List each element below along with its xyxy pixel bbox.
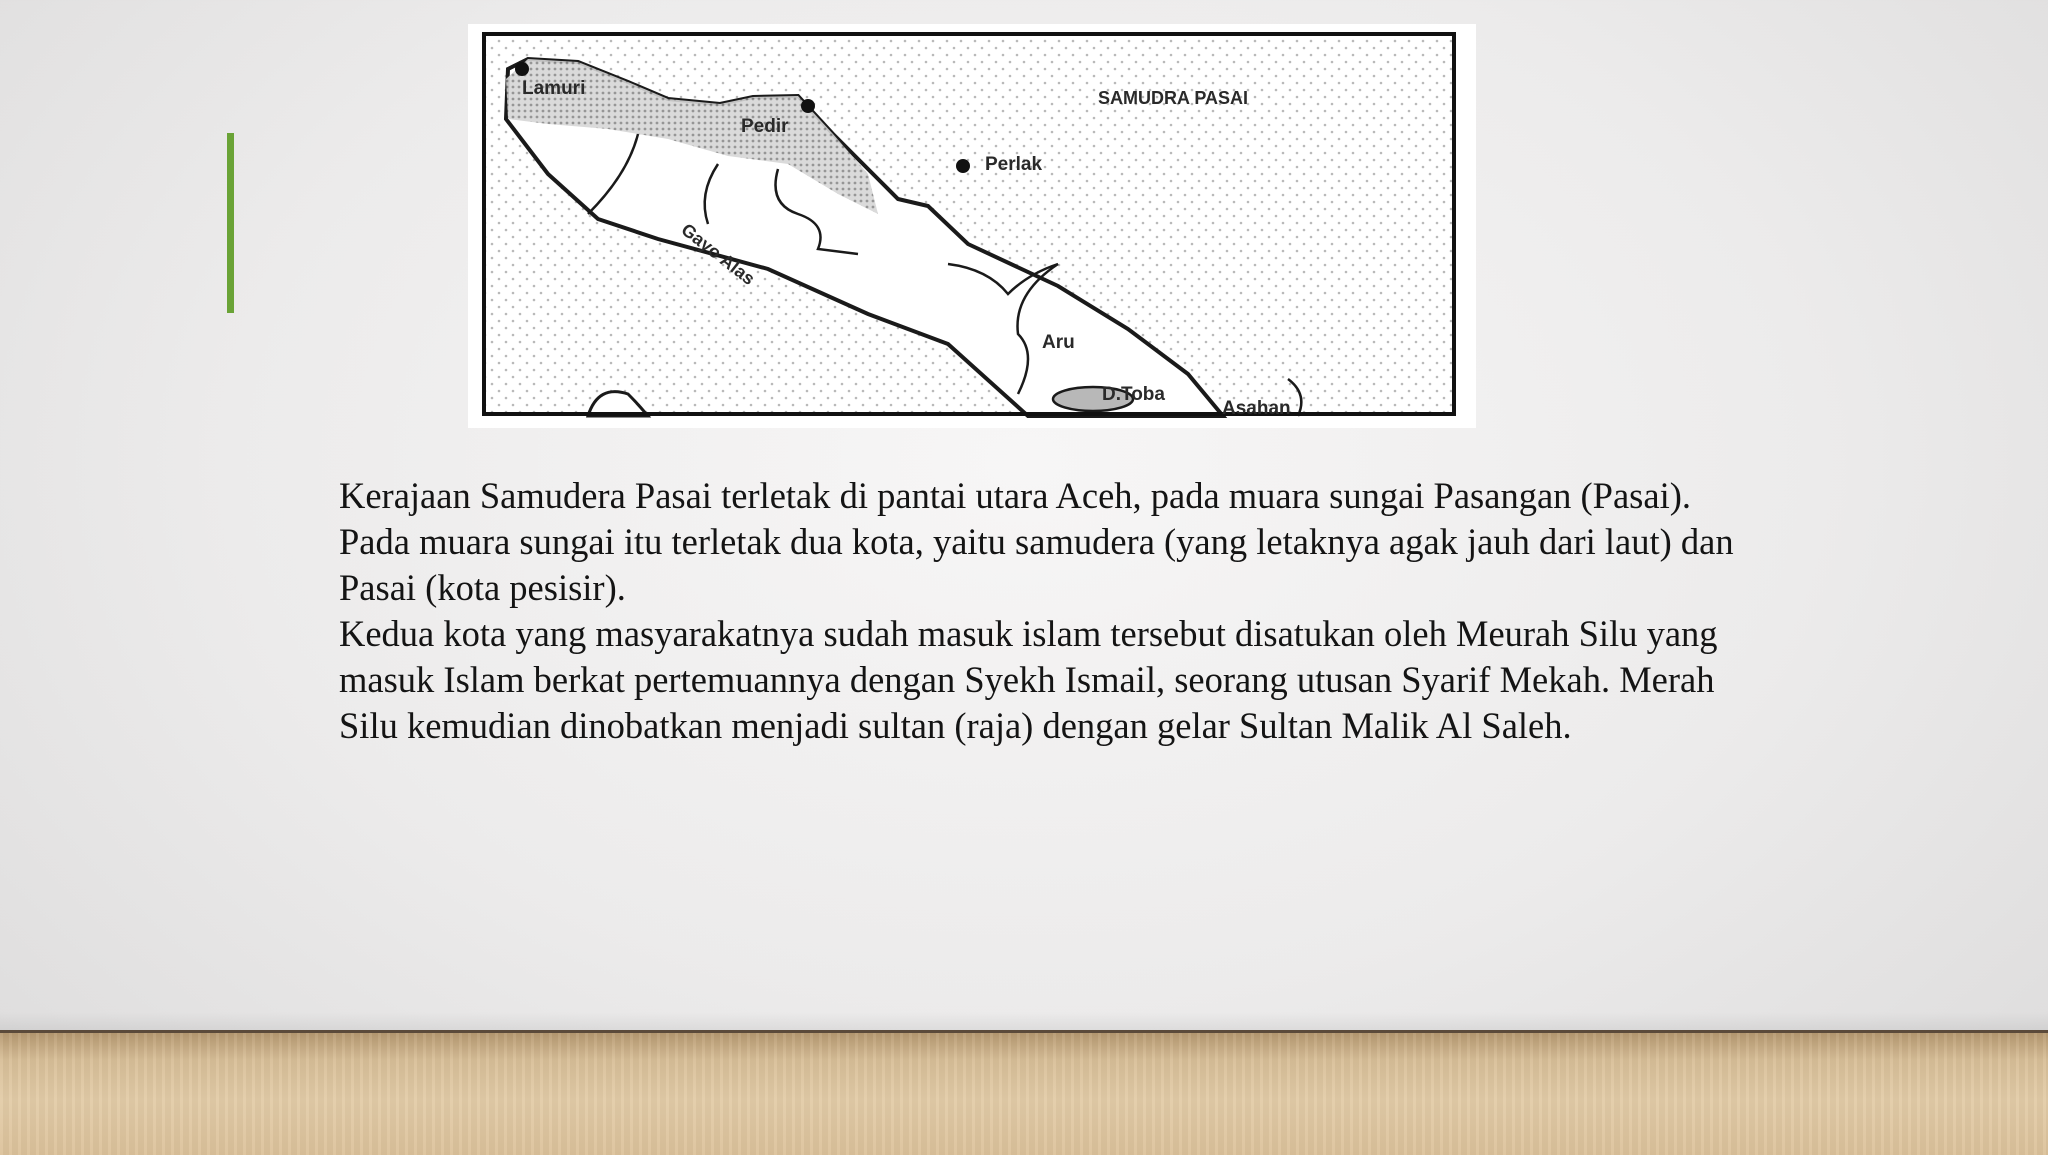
city-dot-perlak <box>956 159 970 173</box>
label-asahan: Asahan <box>1222 398 1291 419</box>
label-samudra-pasai: SAMUDRA PASAI <box>1098 88 1249 108</box>
map-graphic <box>468 24 1476 428</box>
accent-bar <box>227 133 234 313</box>
historical-map <box>468 24 1476 428</box>
paragraph-location: Kerajaan Samudera Pasai terletak di pantai utara Aceh, pada muara sungai Pasangan (Pasai). Pada muara sungai itu terletak dua kota, yaitu samudera (yang letaknya agak jauh dari laut) dan Pasai (kota pesisir). <box>339 475 1734 608</box>
city-dot-pedir <box>801 99 815 113</box>
floor-shadow <box>0 1012 2048 1030</box>
label-aru: Aru <box>1042 332 1075 353</box>
label-lamuri: Lamuri <box>522 78 586 99</box>
label-pedir: Pedir <box>741 116 789 137</box>
label-d-toba: D.Toba <box>1102 384 1165 405</box>
wood-floor <box>0 1030 2048 1155</box>
city-dot-lamuri <box>515 62 529 76</box>
paragraph-history: Kedua kota yang masyarakatnya sudah masuk islam tersebut disatukan oleh Meurah Silu yang masuk Islam berkat pertemuannya dengan Syekh Ismail, seorang utusan Syarif Mekah. Merah Silu kemudian dinobatkan menjadi sultan (raja) dengan gelar Sultan Malik Al Saleh. <box>339 613 1718 746</box>
label-perlak: Perlak <box>985 154 1043 175</box>
label-gayo-alas: Gayo Alas <box>677 219 759 289</box>
slide-body-text <box>339 473 1739 749</box>
